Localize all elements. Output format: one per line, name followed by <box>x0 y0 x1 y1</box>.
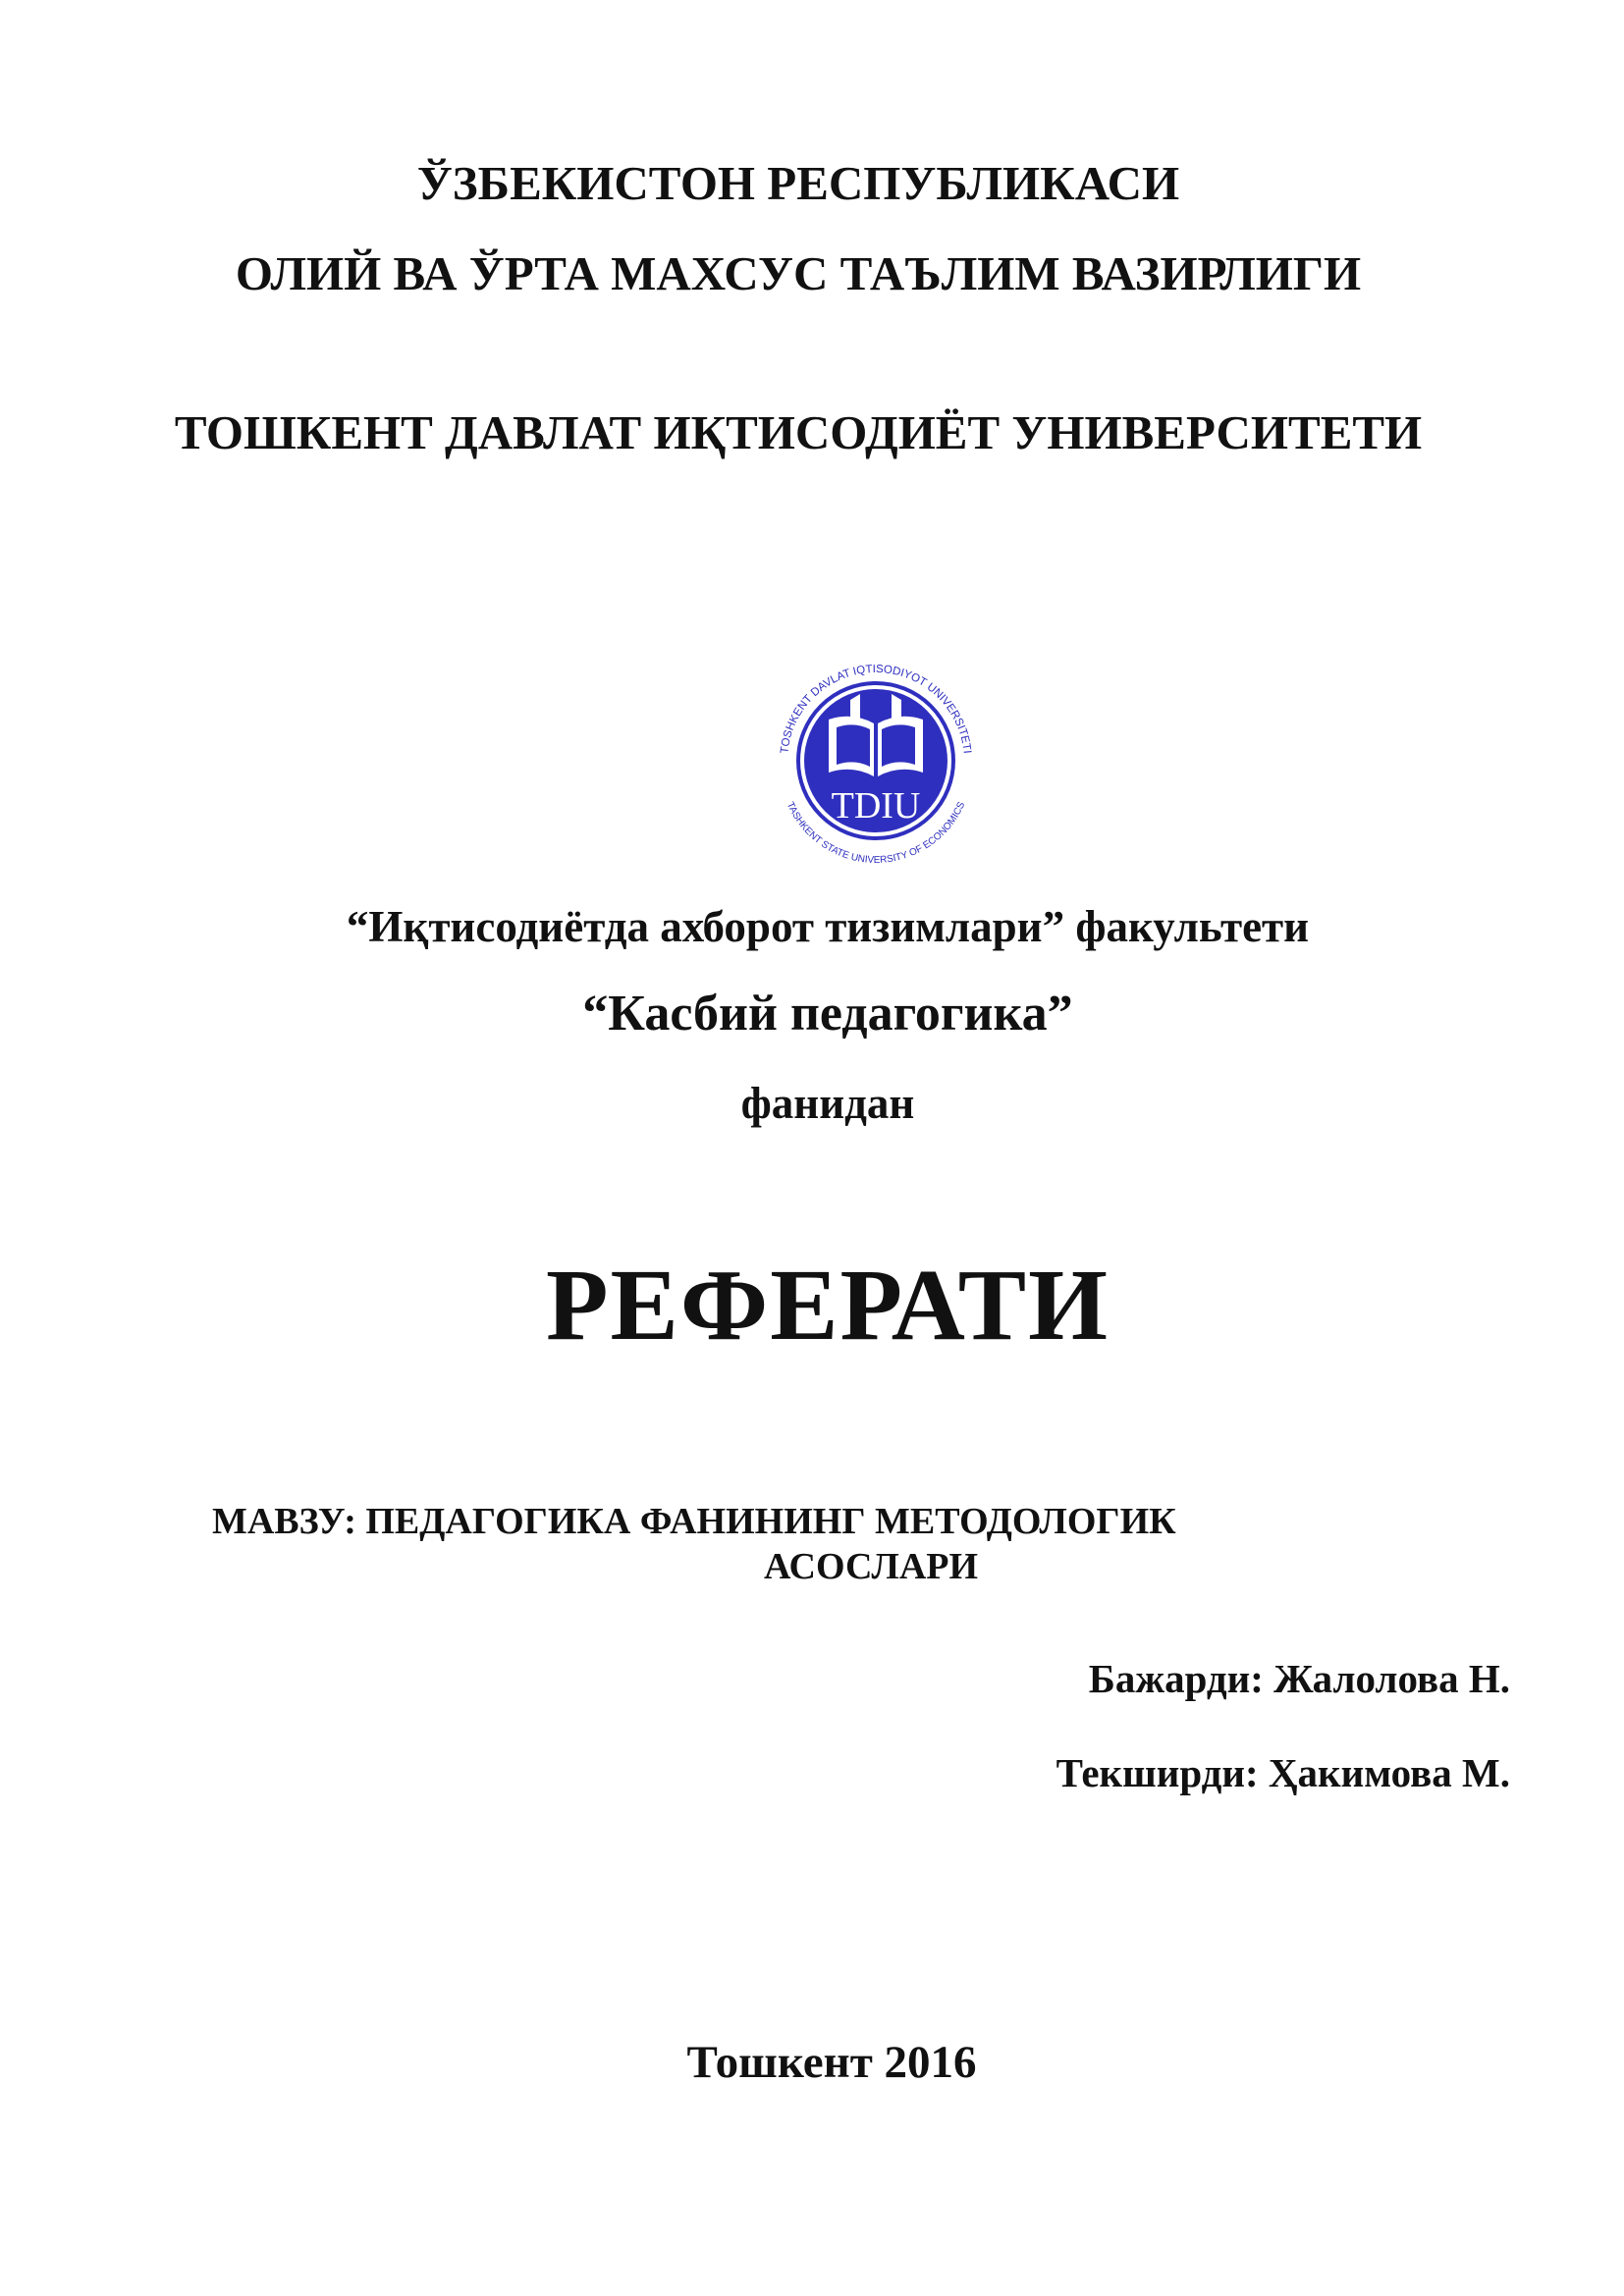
topic-line-1: МАВЗУ: ПЕДАГОГИКА ФАНИНИНГ МЕТОДОЛОГИК <box>212 1501 1176 1542</box>
logo-ring-text-bottom: TASHKENT STATE UNIVERSITY OF ECONOMICS <box>784 800 968 866</box>
ministry-title-line-2: ОЛИЙ ВА ЎРТА МАХСУС ТАЪЛИМ ВАЗИРЛИГИ <box>235 246 1362 300</box>
city-and-year: Тошкент 2016 <box>686 2037 977 2088</box>
logo-ring-text-top: TOSHKENT DAVLAT IQTISODIYOT UNIVERSITETI <box>779 663 973 755</box>
logo-abbreviation: TDIU <box>831 785 921 827</box>
performed-by: Бажарди: Жалолова Н. <box>1088 1656 1510 1701</box>
checked-by: Текширди: Ҳакимова М. <box>1056 1750 1510 1795</box>
faculty-name: “Иқтисодиётда ахборот тизимлари” факультети <box>346 902 1310 951</box>
university-logo <box>758 643 994 879</box>
subject-name: “Касбий педагогика” <box>582 986 1073 1041</box>
university-name: ТОШКЕНТ ДАВЛАТ ИҚТИСОДИЁТ УНИВЕРСИТЕТИ <box>174 405 1423 459</box>
ministry-title-line-1: ЎЗБЕКИСТОН РЕСПУБЛИКАСИ <box>416 156 1180 210</box>
subject-suffix: фанидан <box>740 1079 915 1128</box>
topic-line-2: АСОСЛАРИ <box>764 1546 979 1587</box>
document-type-title: РЕФЕРАТИ <box>545 1249 1110 1362</box>
